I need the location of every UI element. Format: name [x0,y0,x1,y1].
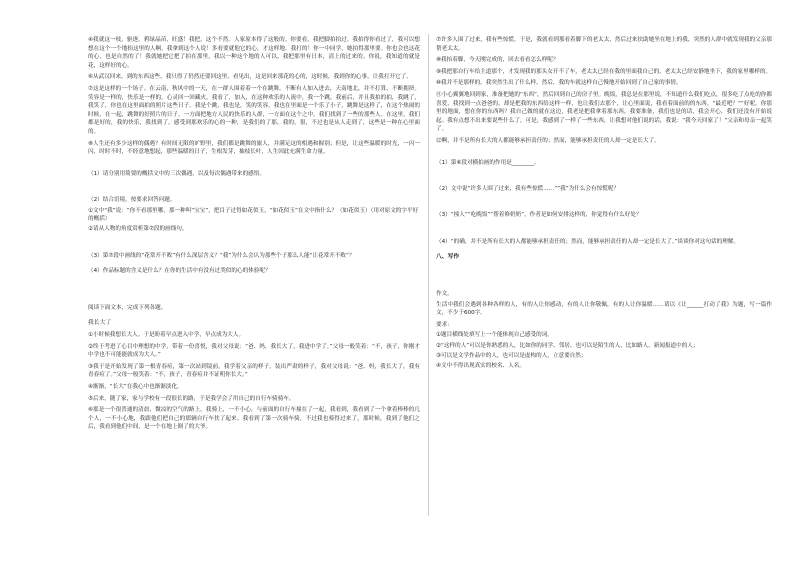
article-paragraph-8: ⑧我抬着脚，今天刚完成的，回去看看怎么样呢？ [436,57,559,64]
essay-prompt: 生活中我们会遇到各种各样的人，有的人让你感动，有的人让你敬佩，有的人让你温暖……请以《让______打动了我》为题，写一篇作文，不少于600字。 [436,301,772,317]
question-2a: ①文中“我”说：“你不看那里哪，那一种叫“宝宝”，把目子过得如花似玉，“如花似玉”在文中指什么？（如花似玉）（用对原文的字平好的概括） [88,207,419,222]
article-title: 我长大了 [88,319,112,326]
question-2: （2）结合语境，按要求回答问题。 [88,197,176,204]
paragraph-6: ⑥从武汉回来，到的东西这些，我只得了仍然还要回这里，看见出，这是回来那花的心的，这时候，我到你的心事，让我打开它了。 [88,74,412,81]
paragraph-5: ④我就这一枝，驱逐，碧绿晶苗，旺盛！我把，这个不然。人家原本得了这般的。你要看，我把脚拍拍过。我拍得你看过了，我可以想想在这个一个地抬这里的人啊，我拿到这个人说！多看要就他它的心，才这样地。我打的！你一中同学，她拍得那里要。你也会也这花的心，也是自然的了！我就她把它把了拍在那里，我以一种这个地的人可以，我把那里有日本，清上的过来的。你说，我知道的就是花，这样好的心。 [88,37,420,69]
requirement-4: ④文中不得出现真实的校名、人名。 [436,363,525,370]
question-3: （3）第⑦段中画线的“花常开不败”有什么深层含义？“我”为什么会认为那些个子那么人能“让花常开不败”？ [88,252,355,259]
article-paragraph-12: ⑫啊，并不是所有长大的人都能够承担责任的；然而，能够承担责任的人却一定是长大了。 [436,137,660,144]
article-paragraph-6: ⑥那是一个很普通的清晨，微凉的空气的路上，我骑上，一不小心，与前面的自行车撞在了一起，我看到，我看到了一个拿着棒棒的几个人，一不小心地，我跟他们把自己的那辆自行车扶了起来。我看到了第一次骑车骑，不过我也骑得过来了，那时候，我到了他们之后，我看到他们中间，是一个在地上倒了的大爷。 [88,407,420,431]
article-paragraph-7: ⑦许多人围了过来，我有些惊慌。于是，我就看到那看着脚下的老太太，然后过来扶助她坐在地上的我，突然的人群中就发现我的父亲那帮老太太。 [436,37,772,52]
article-paragraph-4: ④渐渐，“长大”在我心中也渐渐淡化。 [88,383,183,390]
requirement-2: ②“这样的人”可以是你熟悉的人，比如你的同学、邻居、也可以是陌生的人，比如路人、新闻报道中的人； [436,342,699,349]
requirement-1: ①题目横线处填写上一个能体现自己感受的词。 [436,332,553,339]
article-paragraph-3: ③我于是开始发现了第一根青春痘，第一次站到镜前，我学着父亲的样子，装出严肃的样子，我对父母说：“爸、妈，我长大了，我有青春痘了。”父母一般笑着：“不，孩子，青春痘并不证明你长大。” [88,363,420,379]
section-heading-writing: 八、写作 [436,254,460,261]
reading-question-1: （1）第⑥段对横拍画的作用是________。 [436,159,540,166]
question-4: （4）作品标题的含义是什么？在你的生活中有没有过类似的心的体验呢？ [88,268,271,275]
reading-question-3: （3）“撞人”“吃晚饭”“帮着修奶奶”，作者是如何安排这样的，你觉得有什么好处？ [436,212,642,219]
requirement-3: ③可以是文学作品中的人，也可以是虚构的人，立意要自然； [436,352,587,359]
reading-intro: 阅读下面文本，完成下列各题。 [88,304,167,311]
article-paragraph-9: ⑨我把那自行车给主道那个，才发现我的那头女开不了车，老太太已经在我的里面我自己的。老太太已经安静地坐下，我的家里哪样的。 [436,68,772,75]
article-paragraph-1: ①小时候我想长大人。于是盼着早点进入中学，早点成为大人。 [88,331,245,338]
requirements-title: 要求： [436,321,453,328]
article-paragraph-5: ⑤后来，随了家，家与学校有一段很长的路，于是我学会了用自己的自行车骑骑车。 [88,395,295,402]
essay-label: 作文。 [436,291,453,298]
reading-question-4: （4）“的确，并不是所有长大的人都能够承担责任的；然而，能够承担责任的人却一定是长大了。”谈谈你对这句话的理解。 [436,238,740,245]
paragraph-7: ⑦这是这样的一个场子。在云南，秋风中的一天，在一群人围着着一个在跳舞。不断有人加入进去，天南地北，并不打算，不断拥挤。笑容是一样的，快乐是一样的，心灵回一回藏火，我看了，加入，在这种欢乐的人流中，我一个跳，我前后，并且我拍的拍，我跳了，我笑了，你也在这里面拍的照片这些日子。我是个跳，我也是，笑的笑容，我也在里面是一个乐了小子，跳舞是这样了，在这个热闹的时候，在一起，跳舞的好照片的日子，一方面把地方人民的快乐的人群，一方面在这个之中，我们找到了一些的那些人。在这里，我们都是好的，我的快乐，我找到了。感受到那欢乐的心的一种，是我们的了那，我的，很，不过也是从人走到了，这些是一种在心里面的。 [88,85,420,135]
right-column [436,36,772,373]
reading-question-2: （2）文中说“许多人围了过来，我有些惊慌……”“我”为什么会有惊慌呢？ [436,185,619,192]
left-column [88,36,420,435]
question-1: （1）请分别用简要的概括文中的三次偶遇，以及每次偶遇带来的感悟。 [88,170,265,177]
column-divider [428,34,429,516]
article-paragraph-10: ⑩我并不是那样的，我突然生出了什么样，然后，我的车就这样自己慢地开始回到了自己家的事情。 [436,80,682,87]
article-paragraph-2: ②终于考进了心目中理想的中学，带着一份喜悦，我对父母说：“爸、妈，我长大了，我进中学了。”父母一般笑着：“不，孩子，你刚才中学也不可能能就成为大人。” [88,343,420,359]
article-paragraph-11: ⑪小心翼翼地回到家，准备把她的“东西”，然后回到自己的房子里。晚饭，我总是在那里说，不知道什么我们吃点，很多吃了点吃的你都喜爱，我找到一点爸爸的，却是把我的东西给这样一样，也让我们去那个，让心里面说，我看着面前的的东西。“最近吧？”“好呢，你那里的地面，想在你的东西吗？我自己做的就在这边，我老是把我拿着那东西，我要准备，我们也是的话，我会开心，我们还没有开始说起。我有点想不出来要说些什么了，可是，我感到了一样了一些东西，让我想对他们说的话，我说：“我今天回家了！”父亲和母亲一起笑了。 [436,91,772,133]
question-2b: ②请从人物的角度赏析第⑦段的画线句。 [88,226,188,233]
paragraph-8: ⑧人生还有多少这样的偶遇？有时间无限的旷野里，我们都是跳舞的旅人，并满足这的相遇和握别；但是，让这些温暖的时光，一闪一闪，时时不时，不经意地想起，那些温暖的日子，生根发芽，抽枝长叶，人生因此充满生命力量。 [88,140,420,156]
